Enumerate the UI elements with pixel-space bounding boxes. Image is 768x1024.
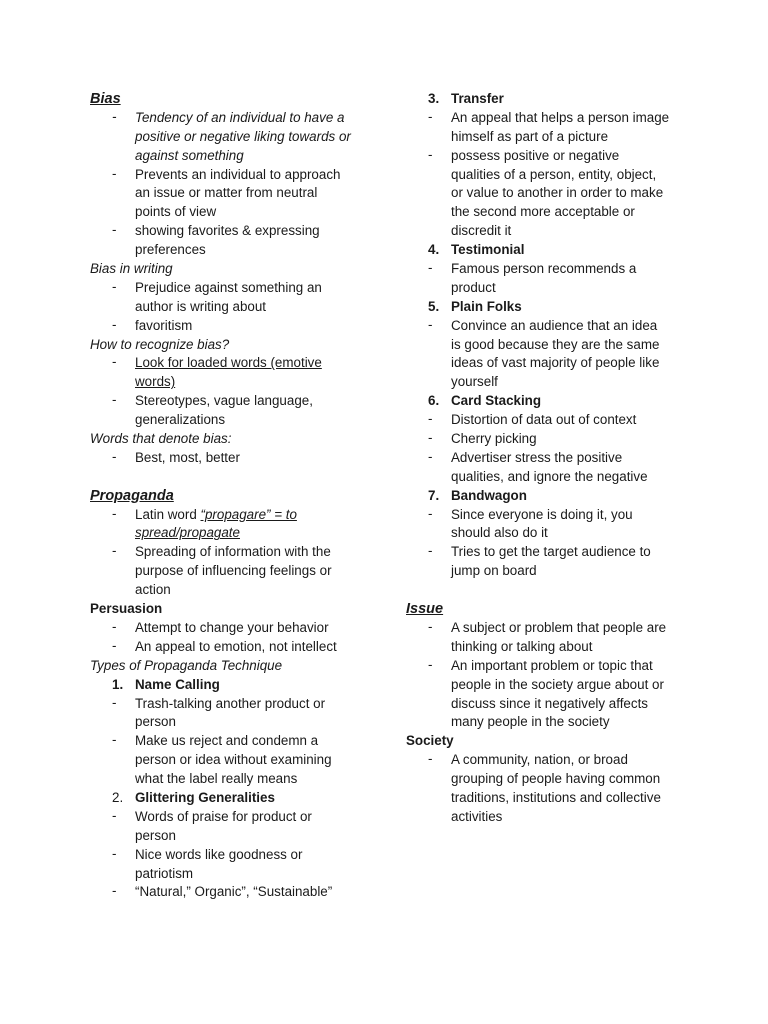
list-item-text: Attempt to change your behavior bbox=[135, 619, 329, 635]
bullet-dash: - bbox=[112, 392, 117, 408]
bullet-dash: - bbox=[428, 543, 433, 559]
list-item bbox=[406, 449, 696, 487]
numbered-item bbox=[406, 487, 696, 506]
bias-heading: Bias bbox=[90, 91, 121, 107]
list-item-text: words) bbox=[135, 374, 176, 390]
list-item bbox=[90, 695, 380, 733]
list-item-text: Advertiser stress the positive bbox=[451, 449, 623, 465]
list-item bbox=[90, 392, 380, 430]
item-number: 2. bbox=[112, 789, 124, 805]
list-item bbox=[90, 449, 380, 468]
list-item-text: positive or negative liking towards or bbox=[135, 128, 351, 144]
list-item bbox=[406, 109, 696, 147]
list-item-text: An appeal to emotion, not intellect bbox=[135, 638, 337, 654]
list-item-text: against something bbox=[135, 147, 244, 163]
list-item bbox=[90, 808, 380, 846]
list-item-text: Since everyone is doing it, you bbox=[451, 506, 633, 522]
list-item-text: jump on board bbox=[451, 563, 537, 579]
list-item-text: Nice words like goodness or bbox=[135, 846, 303, 862]
item-number: 5. bbox=[428, 298, 440, 314]
bullet-dash: - bbox=[428, 656, 433, 672]
bullet-dash: - bbox=[112, 448, 117, 464]
list-item-text: the second more acceptable or bbox=[451, 204, 635, 220]
item-number: 6. bbox=[428, 393, 440, 409]
item-title: Testimonial bbox=[451, 242, 525, 258]
list-item-text: Latin word bbox=[135, 506, 201, 522]
issue-heading: Issue bbox=[406, 601, 444, 618]
list-item bbox=[90, 732, 380, 789]
bullet-dash: - bbox=[112, 637, 117, 653]
propaganda-heading: Propaganda bbox=[90, 487, 174, 504]
list-item-text: purpose of influencing feelings or bbox=[135, 563, 332, 579]
list-item-text: Best, most, better bbox=[135, 449, 240, 465]
list-item-text: An appeal that helps a person image bbox=[451, 109, 670, 125]
bullet-dash: - bbox=[428, 505, 433, 521]
list-item bbox=[406, 543, 696, 581]
bullet-dash: - bbox=[112, 505, 117, 521]
list-item bbox=[90, 543, 380, 600]
numbered-item bbox=[90, 789, 380, 808]
list-item-text: A subject or problem that people are bbox=[451, 619, 667, 635]
item-number: 7. bbox=[428, 487, 440, 503]
bullet-dash: - bbox=[112, 278, 117, 294]
list-item-text: an issue or matter from neutral bbox=[135, 185, 318, 201]
bullet-dash: - bbox=[112, 316, 117, 332]
persuasion-label: Persuasion bbox=[90, 601, 163, 617]
list-item-text: grouping of people having common bbox=[451, 771, 661, 787]
item-title: Transfer bbox=[451, 91, 504, 106]
list-item bbox=[406, 430, 696, 449]
list-item-text: action bbox=[135, 582, 171, 598]
list-item-text: qualities of a person, entity, object, bbox=[451, 166, 657, 182]
list-item-text: is good because they are the same bbox=[451, 336, 660, 352]
right-column bbox=[406, 90, 696, 827]
list-item-text: himself as part of a picture bbox=[451, 128, 609, 144]
bullet-dash: - bbox=[112, 732, 117, 748]
list-item-text: yourself bbox=[451, 374, 498, 390]
list-item-text: people in the society argue about or bbox=[451, 676, 664, 692]
list-item-text: Tries to get the target audience to bbox=[451, 544, 651, 560]
list-item-text: Make us reject and condemn a bbox=[135, 733, 319, 749]
list-item bbox=[406, 411, 696, 430]
item-number: 1. bbox=[112, 676, 124, 692]
list-item-text: “propagare” = to bbox=[200, 506, 297, 522]
list-item-text: qualities, and ignore the negative bbox=[451, 468, 648, 484]
list-item-text: should also do it bbox=[451, 525, 548, 541]
list-item bbox=[90, 317, 380, 336]
list-item-text: what the label really means bbox=[135, 771, 298, 787]
list-item bbox=[90, 883, 380, 902]
list-item-text: preferences bbox=[135, 242, 206, 258]
bullet-dash: - bbox=[428, 411, 433, 427]
list-item bbox=[90, 222, 380, 260]
bullet-dash: - bbox=[428, 316, 433, 332]
list-item-text: ideas of vast majority of people like bbox=[451, 355, 660, 371]
list-item-text: generalizations bbox=[135, 412, 226, 428]
list-item-text: points of view bbox=[135, 204, 217, 220]
list-item-text: discredit it bbox=[451, 223, 512, 239]
bullet-dash: - bbox=[112, 354, 117, 370]
left-column bbox=[90, 90, 380, 902]
numbered-item bbox=[406, 392, 696, 411]
list-item-text: traditions, institutions and collective bbox=[451, 789, 661, 805]
list-item bbox=[406, 147, 696, 241]
list-item-text: product bbox=[451, 279, 496, 295]
list-item-text: Distortion of data out of context bbox=[451, 412, 637, 428]
list-item-text: thinking or talking about bbox=[451, 638, 593, 654]
numbered-item bbox=[406, 298, 696, 317]
list-item-text: Convince an audience that an idea bbox=[451, 317, 658, 333]
list-item-text: “Natural,” Organic”, “Sustainable” bbox=[135, 884, 333, 900]
types-label: Types of Propaganda Technique bbox=[90, 657, 283, 673]
list-item-text: activities bbox=[451, 808, 503, 824]
list-item bbox=[406, 506, 696, 544]
bullet-dash: - bbox=[112, 222, 117, 238]
item-title: Plain Folks bbox=[451, 298, 522, 314]
item-number: 4. bbox=[428, 242, 440, 258]
bullet-dash: - bbox=[112, 807, 117, 823]
list-item-text: Words of praise for product or bbox=[135, 808, 312, 824]
bullet-dash: - bbox=[428, 751, 433, 767]
item-number: 3. bbox=[428, 91, 440, 106]
list-item-text: Prevents an individual to approach bbox=[135, 166, 341, 182]
list-item-text: person or idea without examining bbox=[135, 752, 332, 768]
bullet-dash: - bbox=[428, 108, 433, 124]
list-item-text: person bbox=[135, 827, 176, 843]
list-item-text: Trash-talking another product or bbox=[135, 695, 326, 711]
list-item bbox=[406, 657, 696, 733]
list-item bbox=[90, 279, 380, 317]
list-item-text: many people in the society bbox=[451, 714, 610, 730]
list-item-text: possess positive or negative bbox=[451, 147, 620, 163]
list-item-text: A community, nation, or broad bbox=[451, 752, 628, 768]
item-title: Card Stacking bbox=[451, 393, 542, 409]
list-item bbox=[90, 506, 380, 544]
item-title: Name Calling bbox=[135, 676, 220, 692]
numbered-item bbox=[406, 90, 696, 109]
list-item-text: Famous person recommends a bbox=[451, 261, 637, 277]
bias-in-writing-label: Bias in writing bbox=[90, 261, 173, 277]
bullet-dash: - bbox=[428, 260, 433, 276]
list-item-text: favoritism bbox=[135, 317, 193, 333]
bullet-dash: - bbox=[112, 845, 117, 861]
list-item-text: An important problem or topic that bbox=[451, 657, 653, 673]
list-item-text: Look for loaded words (emotive bbox=[135, 355, 322, 371]
bullet-dash: - bbox=[112, 694, 117, 710]
list-item-text: or value to another in order to make bbox=[451, 185, 664, 201]
numbered-item bbox=[406, 241, 696, 260]
list-item bbox=[90, 846, 380, 884]
list-item bbox=[406, 260, 696, 298]
list-item-text: patriotism bbox=[135, 865, 194, 881]
list-item-text: person bbox=[135, 714, 176, 730]
bullet-dash: - bbox=[112, 618, 117, 634]
denote-bias-label: Words that denote bias: bbox=[90, 431, 232, 447]
list-item-text: Spreading of information with the bbox=[135, 544, 331, 560]
numbered-item bbox=[90, 676, 380, 695]
bullet-dash: - bbox=[428, 618, 433, 634]
item-title: Bandwagon bbox=[451, 487, 527, 503]
recognize-bias-label: How to recognize bias? bbox=[90, 336, 230, 352]
list-item bbox=[90, 109, 380, 166]
list-item bbox=[406, 751, 696, 827]
bullet-dash: - bbox=[428, 146, 433, 162]
list-item bbox=[90, 166, 380, 223]
bullet-dash: - bbox=[112, 165, 117, 181]
bullet-dash: - bbox=[112, 108, 117, 124]
society-label: Society bbox=[406, 733, 454, 749]
list-item bbox=[90, 354, 380, 392]
list-item bbox=[90, 619, 380, 638]
list-item-text: showing favorites & expressing bbox=[135, 223, 320, 239]
list-item-text: Cherry picking bbox=[451, 431, 537, 447]
list-item-text: author is writing about bbox=[135, 298, 267, 314]
list-item bbox=[406, 317, 696, 393]
list-item bbox=[90, 638, 380, 657]
bullet-dash: - bbox=[428, 430, 433, 446]
list-item-text: Prejudice against something an bbox=[135, 279, 322, 295]
bullet-dash: - bbox=[112, 543, 117, 559]
list-item-text: spread/propagate bbox=[135, 525, 240, 541]
item-title: Glittering Generalities bbox=[135, 789, 275, 805]
list-item bbox=[406, 619, 696, 657]
list-item-text: Stereotypes, vague language, bbox=[135, 393, 313, 409]
list-item-text: discuss since it negatively affects bbox=[451, 695, 648, 711]
bullet-dash: - bbox=[112, 883, 117, 899]
list-item-text: Tendency of an individual to have a bbox=[135, 109, 345, 125]
bullet-dash: - bbox=[428, 448, 433, 464]
